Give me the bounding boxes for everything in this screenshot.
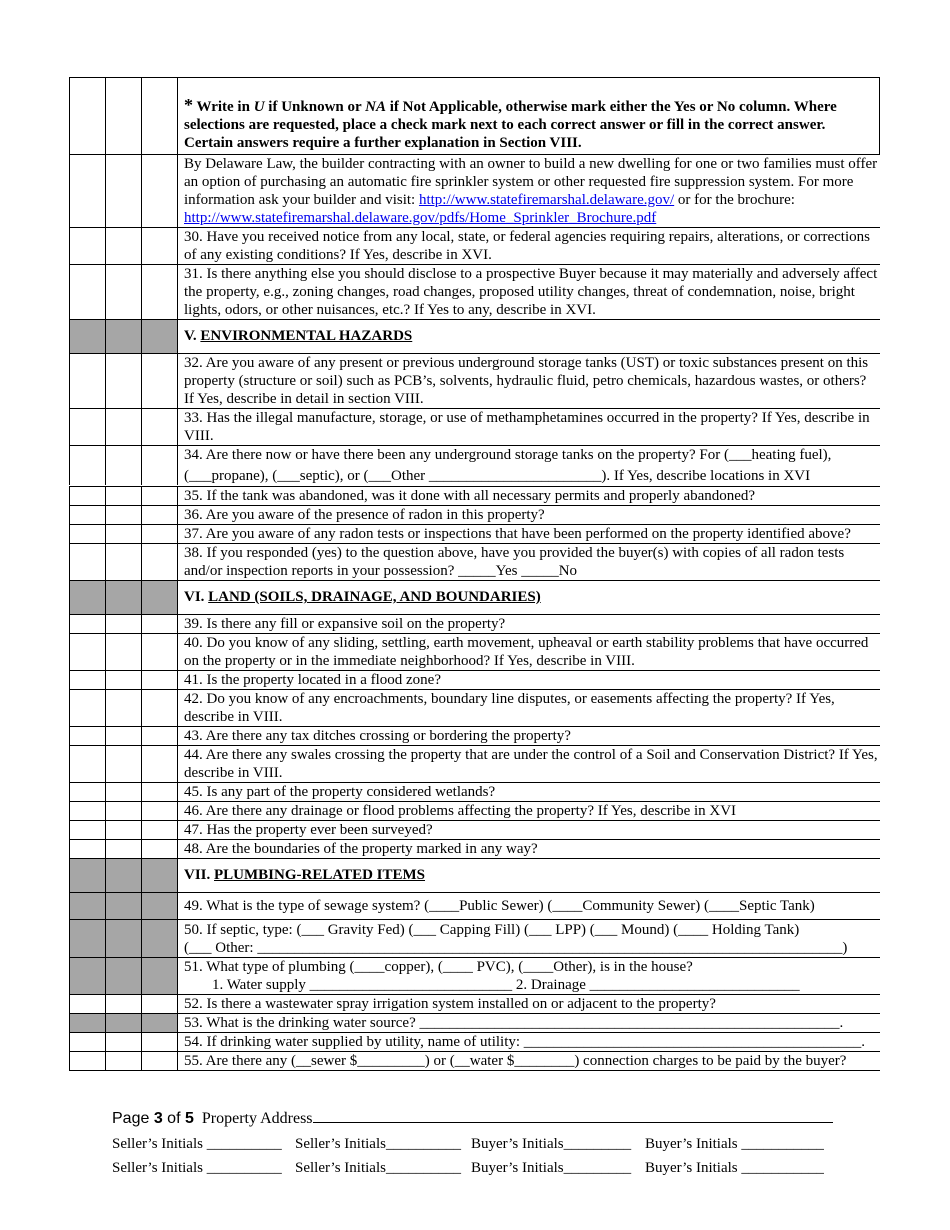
question-44-row bbox=[69, 745, 880, 782]
no-cell[interactable] bbox=[105, 446, 141, 485]
property-address-field[interactable] bbox=[313, 1108, 833, 1123]
no-cell[interactable] bbox=[105, 995, 141, 1013]
question-45-row bbox=[69, 782, 880, 801]
question-37-row bbox=[69, 524, 880, 543]
question-46-row bbox=[69, 801, 880, 820]
seller-initials-2[interactable]: Seller’s Initials__________ bbox=[295, 1136, 461, 1152]
question-31-row bbox=[69, 264, 880, 319]
yes-cell[interactable] bbox=[69, 265, 105, 319]
question-50-row bbox=[69, 919, 880, 957]
question-40-row bbox=[69, 633, 880, 670]
question-53: 53. What is the drinking water source? ________________________________________________________. bbox=[184, 1015, 844, 1031]
yes-cell[interactable] bbox=[69, 727, 105, 745]
question-31: 31. Is there anything else you should disclose to a prospective Buyer because it may materially and adversely affect the property, e.g., zoning changes, road changes, proposed utility changes, threat of condemnation, noise, bright lights, odors, or other nuisances, etc.? If Yes to any, describe in XVI. bbox=[184, 266, 878, 318]
initials-row-2 bbox=[112, 1160, 845, 1177]
question-37: 37. Are you aware of any radon tests or inspections that have been performed on the property identified above? bbox=[184, 526, 851, 542]
question-50: 50. If septic, type: (___ Gravity Fed) (___ Capping Fill) (___ LPP) (___ Mound) (____ Holding Tank) (___ Other: ______________________________________________________________________________) bbox=[184, 922, 848, 956]
unknown-cell[interactable] bbox=[141, 690, 178, 726]
question-52-row bbox=[69, 994, 880, 1013]
yes-cell[interactable] bbox=[69, 995, 105, 1013]
yes-cell[interactable] bbox=[69, 228, 105, 264]
yes-cell[interactable] bbox=[69, 746, 105, 782]
question-36: 36. Are you aware of the presence of radon in this property? bbox=[184, 507, 545, 523]
question-36-row bbox=[69, 505, 880, 524]
unknown-cell[interactable] bbox=[141, 840, 178, 858]
no-cell[interactable] bbox=[105, 615, 141, 633]
unknown-cell[interactable] bbox=[141, 746, 178, 782]
fire-marshal-link[interactable]: http://www.statefiremarshal.delaware.gov/ bbox=[418, 192, 675, 208]
unknown-cell[interactable] bbox=[141, 354, 178, 408]
no-cell[interactable] bbox=[105, 671, 141, 689]
buyer-initials-3[interactable]: Buyer’s Initials_________ bbox=[471, 1160, 632, 1176]
question-33-row bbox=[69, 408, 880, 445]
question-54: 54. If drinking water supplied by utility, name of utility: _____________________________________________. bbox=[184, 1034, 866, 1050]
yes-cell[interactable] bbox=[69, 821, 105, 839]
question-55: 55. Are there any (__sewer $_________) or (__water $________) connection charges to be paid by the buyer? bbox=[184, 1053, 847, 1069]
unknown-cell[interactable] bbox=[141, 1052, 178, 1070]
no-cell[interactable] bbox=[105, 1052, 141, 1070]
sprinkler-text: By Delaware Law, the builder contracting with an owner to build a new dwelling for one or two families must offer an option of purchasing an automatic fire sprinkler system or other requested fire suppression system. For more information ask your builder and visit: http://www.statefiremarshal.delaware.gov/ or for the brochure: http://www.statefiremarshal.delaware.gov/pdfs/Home_Sprinkler_Brochure.pdf bbox=[184, 156, 878, 226]
unknown-cell[interactable] bbox=[141, 1033, 178, 1051]
question-41-row bbox=[69, 670, 880, 689]
unknown-cell[interactable] bbox=[141, 446, 178, 485]
seller-initials-1[interactable]: Seller’s Initials __________ bbox=[112, 1136, 282, 1152]
sprinkler-brochure-link[interactable]: http://www.statefiremarshal.delaware.gov/pdfs/Home_Sprinkler_Brochure.pdf bbox=[184, 210, 657, 226]
question-35-row bbox=[69, 486, 880, 505]
question-35: 35. If the tank was abandoned, was it done with all necessary permits and properly abandoned? bbox=[184, 488, 756, 504]
unknown-cell[interactable] bbox=[141, 615, 178, 633]
question-49: 49. What is the type of sewage system? (____Public Sewer) (____Community Sewer) (____Septic Tank) bbox=[184, 898, 815, 914]
seller-initials-3[interactable]: Seller’s Initials __________ bbox=[112, 1160, 282, 1176]
yes-cell[interactable] bbox=[69, 506, 105, 524]
yes-cell[interactable] bbox=[69, 544, 105, 580]
question-51: 51. What type of plumbing (____copper), (____ PVC), (____Other), is in the house? 1. Water supply ___________________________ 2. Drainage ____________________________ bbox=[184, 959, 800, 993]
question-55-row bbox=[69, 1051, 880, 1070]
instruction-text: * Write in U if Unknown or NA if Not Applicable, otherwise mark either the Yes or No column. Where selections are requested, place a check mark next to each correct answer or fill in the correct answer. Certain answers require a further explanation in Section VIII. bbox=[184, 95, 837, 151]
no-cell[interactable] bbox=[105, 265, 141, 319]
question-30: 30. Have you received notice from any local, state, or federal agencies requiring repairs, alterations, or corrections of any existing conditions? If Yes, describe in XVI. bbox=[184, 229, 870, 263]
question-40: 40. Do you know of any sliding, settling, earth movement, upheaval or earth stability problems that have occurred on the property or in the immediate neighborhood? If Yes, describe in VIII. bbox=[184, 635, 869, 669]
yes-cell[interactable] bbox=[69, 78, 105, 154]
unknown-cell[interactable] bbox=[141, 995, 178, 1013]
unknown-cell[interactable] bbox=[141, 487, 178, 505]
section-number: VI. bbox=[184, 589, 209, 605]
yes-cell[interactable] bbox=[69, 354, 105, 408]
section-number: V. bbox=[184, 328, 201, 344]
unknown-cell[interactable] bbox=[141, 727, 178, 745]
no-cell[interactable] bbox=[105, 78, 141, 154]
question-47: 47. Has the property ever been surveyed? bbox=[184, 822, 433, 838]
yes-cell[interactable] bbox=[69, 634, 105, 670]
yes-cell[interactable] bbox=[69, 409, 105, 445]
section-number: VII. bbox=[184, 867, 215, 883]
unknown-cell[interactable] bbox=[141, 634, 178, 670]
section-v-header bbox=[69, 319, 880, 353]
yes-cell[interactable] bbox=[69, 487, 105, 505]
unknown-cell[interactable] bbox=[141, 78, 178, 154]
question-47-row bbox=[69, 820, 880, 839]
no-cell[interactable] bbox=[105, 746, 141, 782]
question-42-row bbox=[69, 689, 880, 726]
buyer-initials-2[interactable]: Buyer’s Initials ___________ bbox=[645, 1136, 824, 1152]
question-52: 52. Is there a wastewater spray irrigation system installed on or adjacent to the property? bbox=[184, 996, 716, 1012]
unknown-cell[interactable] bbox=[141, 802, 178, 820]
yes-cell[interactable] bbox=[69, 783, 105, 801]
yes-cell[interactable] bbox=[69, 1052, 105, 1070]
no-cell[interactable] bbox=[105, 354, 141, 408]
question-53-row bbox=[69, 1013, 880, 1032]
no-cell[interactable] bbox=[105, 228, 141, 264]
initials-row-1 bbox=[112, 1136, 845, 1153]
question-51-row bbox=[69, 957, 880, 994]
section-vii-header bbox=[69, 858, 880, 892]
seller-initials-4[interactable]: Seller’s Initials__________ bbox=[295, 1160, 461, 1176]
question-39-row bbox=[69, 614, 880, 633]
question-32-row bbox=[69, 353, 880, 408]
section-title: LAND (SOILS, DRAINAGE, AND BOUNDARIES) bbox=[208, 589, 541, 605]
question-38: 38. If you responded (yes) to the question above, have you provided the buyer(s) with copies of all radon tests and/or inspection reports in your possession? _____Yes _____No bbox=[184, 545, 845, 579]
yes-cell[interactable] bbox=[69, 671, 105, 689]
unknown-cell[interactable] bbox=[141, 671, 178, 689]
question-49-row bbox=[69, 892, 880, 919]
no-cell[interactable] bbox=[105, 525, 141, 543]
instruction-row bbox=[69, 77, 880, 154]
yes-cell[interactable] bbox=[69, 840, 105, 858]
unknown-cell[interactable] bbox=[141, 821, 178, 839]
no-cell[interactable] bbox=[105, 544, 141, 580]
no-cell[interactable] bbox=[105, 727, 141, 745]
unknown-cell[interactable] bbox=[141, 525, 178, 543]
question-42: 42. Do you know of any encroachments, boundary line disputes, or easements affecting the property? If Yes, describe in VIII. bbox=[184, 691, 835, 725]
no-cell[interactable] bbox=[105, 783, 141, 801]
question-32: 32. Are you aware of any present or previous underground storage tanks (UST) or toxic substances present on this property (structure or soil) such as PCB’s, solvents, hydraulic fluid, petro chemicals, hazardous wastes, or others? If Yes, describe in detail in section VIII. bbox=[184, 355, 869, 407]
question-41: 41. Is the property located in a flood zone? bbox=[184, 672, 441, 688]
question-48-row bbox=[69, 839, 880, 858]
yes-cell[interactable] bbox=[69, 615, 105, 633]
page-footer bbox=[112, 1108, 845, 1177]
yes-cell[interactable] bbox=[69, 446, 105, 485]
question-45: 45. Is any part of the property considered wetlands? bbox=[184, 784, 496, 800]
unknown-cell[interactable] bbox=[141, 409, 178, 445]
no-cell[interactable] bbox=[105, 1033, 141, 1051]
question-43-row bbox=[69, 726, 880, 745]
yes-cell[interactable] bbox=[69, 1033, 105, 1051]
sprinkler-row bbox=[69, 154, 880, 227]
question-30-row bbox=[69, 227, 880, 264]
question-46: 46. Are there any drainage or flood problems affecting the property? If Yes, describe in XVI bbox=[184, 803, 737, 819]
buyer-initials-4[interactable]: Buyer’s Initials ___________ bbox=[645, 1160, 824, 1176]
no-cell[interactable] bbox=[105, 634, 141, 670]
section-vi-header bbox=[69, 580, 880, 614]
question-38-row bbox=[69, 543, 880, 580]
question-34-row bbox=[69, 445, 880, 485]
unknown-cell[interactable] bbox=[141, 506, 178, 524]
question-44: 44. Are there any swales crossing the property that are under the control of a Soil and Conservation District? If Yes, describe in VIII. bbox=[184, 747, 878, 781]
no-cell[interactable] bbox=[105, 487, 141, 505]
yes-cell[interactable] bbox=[69, 525, 105, 543]
question-54-row bbox=[69, 1032, 880, 1051]
no-cell[interactable] bbox=[105, 840, 141, 858]
section-title: PLUMBING-RELATED ITEMS bbox=[214, 867, 426, 883]
question-48: 48. Are the boundaries of the property marked in any way? bbox=[184, 841, 538, 857]
buyer-initials-1[interactable]: Buyer’s Initials_________ bbox=[471, 1136, 632, 1152]
no-cell[interactable] bbox=[105, 821, 141, 839]
unknown-cell[interactable] bbox=[141, 544, 178, 580]
yes-cell[interactable] bbox=[69, 802, 105, 820]
section-title: ENVIRONMENTAL HAZARDS bbox=[200, 328, 413, 344]
question-34: 34. Are there now or have there been any underground storage tanks on the property? For (___heating fuel), (___propane), (___septic), or (___Other _______________________). If Yes, describe locations in XVI bbox=[184, 447, 832, 484]
question-43: 43. Are there any tax ditches crossing or bordering the property? bbox=[184, 728, 571, 744]
unknown-cell[interactable] bbox=[141, 265, 178, 319]
no-cell[interactable] bbox=[105, 409, 141, 445]
question-33: 33. Has the illegal manufacture, storage, or use of methamphetamines occurred in the property? If Yes, describe in VIII. bbox=[184, 410, 870, 444]
page-indicator: Page 3 of 5 Property Address bbox=[112, 1108, 845, 1128]
no-cell[interactable] bbox=[105, 506, 141, 524]
yes-cell[interactable] bbox=[69, 690, 105, 726]
unknown-cell[interactable] bbox=[141, 783, 178, 801]
unknown-cell[interactable] bbox=[141, 228, 178, 264]
disclosure-table bbox=[69, 77, 880, 1071]
question-39: 39. Is there any fill or expansive soil on the property? bbox=[184, 616, 506, 632]
no-cell[interactable] bbox=[105, 690, 141, 726]
no-cell[interactable] bbox=[105, 802, 141, 820]
